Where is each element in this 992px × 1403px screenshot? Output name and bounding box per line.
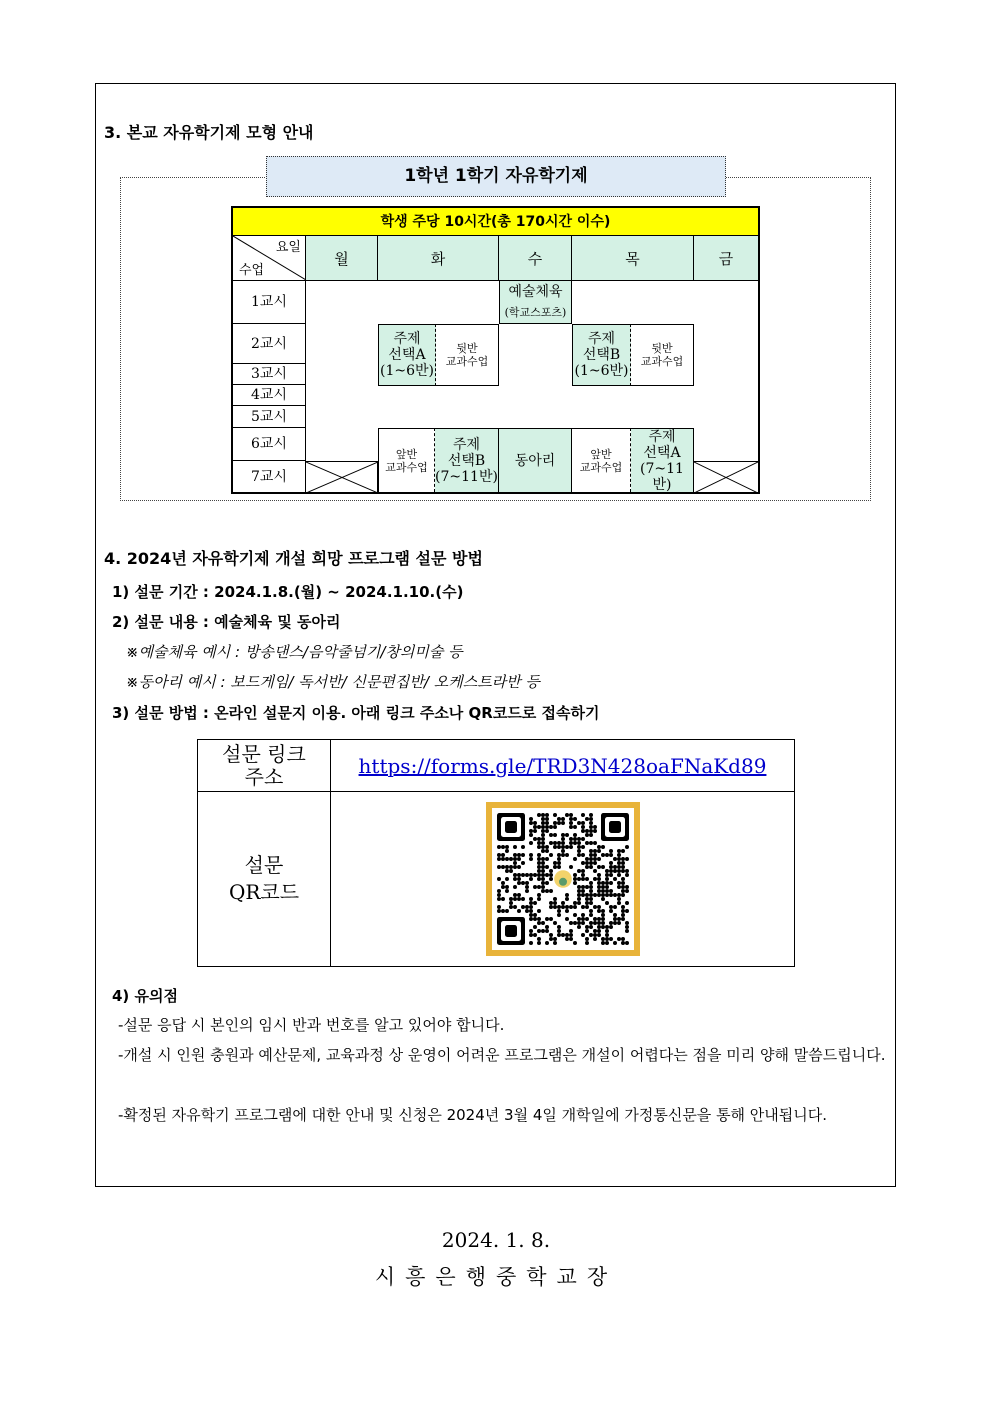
fri-7-empty bbox=[694, 461, 758, 492]
qr-cell bbox=[331, 792, 794, 966]
period-1: 1교시 bbox=[233, 281, 306, 324]
day-header-wed: 수 bbox=[499, 236, 572, 281]
club-examples: ※동아리 예시 : 보드게임/ 독서반/ 신문편집반/ 오케스트라반 등 bbox=[126, 673, 540, 691]
period-2: 2교시 bbox=[233, 324, 306, 363]
principal-signature: 시흥은행중학교장 bbox=[374, 1265, 618, 1289]
cautions-heading: 4) 유의점 bbox=[112, 987, 178, 1005]
caution-2: -개설 시 인원 충원과 예산문제, 교육과정 상 운영이 어려운 프로그램은 개설이 어렵다는 점을 미리 양해 말씀드립니다. bbox=[118, 1046, 886, 1064]
corner-cell bbox=[233, 236, 306, 281]
schedule-title: 1학년 1학기 자유학기제 bbox=[266, 156, 726, 197]
survey-content: 2) 설문 내용 : 예술체육 및 동아리 bbox=[112, 613, 341, 631]
section4-heading: 4. 2024년 자유학기제 개설 희망 프로그램 설문 방법 bbox=[104, 549, 483, 568]
section3-heading: 3. 본교 자유학기제 모형 안내 bbox=[104, 123, 314, 142]
document-date: 2024. 1. 8. bbox=[441, 1228, 551, 1252]
schedule-banner: 학생 주당 10시간(총 170시간 이수) bbox=[233, 208, 758, 236]
topic-b-pm-block: 주제 선택B (7~11반) bbox=[435, 428, 499, 492]
period-5: 5교시 bbox=[233, 406, 306, 428]
day-header-mon: 월 bbox=[306, 236, 378, 281]
survey-link[interactable]: https://forms.gle/TRD3N428oaFNaKd89 bbox=[358, 753, 767, 778]
front-class-thu-block: 앞반 교과수업 bbox=[572, 428, 631, 492]
survey-table bbox=[197, 739, 795, 967]
period-4: 4교시 bbox=[233, 385, 306, 406]
caution-3: -확정된 자유학기 프로그램에 대한 안내 및 신청은 2024년 3월 4일 개학일에 가정통신문을 통해 안내됩니다. bbox=[118, 1106, 828, 1124]
arts-subtitle: (학교스포츠) bbox=[504, 306, 567, 319]
mon-7-empty bbox=[306, 461, 378, 492]
day-header-thu: 목 bbox=[572, 236, 694, 281]
survey-method: 3) 설문 방법 : 온라인 설문지 이용. 아래 링크 주소나 QR코드로 접속하기 bbox=[112, 704, 600, 722]
topic-a-am-block: 주제 선택A (1~6반) bbox=[378, 324, 436, 386]
qr-frame bbox=[486, 802, 640, 956]
day-header-tue: 화 bbox=[378, 236, 499, 281]
caution-1: -설문 응답 시 본인의 임시 반과 번호를 알고 있어야 합니다. bbox=[118, 1016, 505, 1034]
club-block: 동아리 bbox=[499, 428, 572, 492]
back-class-thu-block: 뒷반 교과수업 bbox=[631, 324, 694, 386]
period-6: 6교시 bbox=[233, 428, 306, 461]
arts-examples: ※예술체육 예시 : 방송댄스/음악줄넘기/창의미술 등 bbox=[126, 643, 463, 661]
arts-title: 예술체육 bbox=[508, 284, 563, 300]
cross-mark bbox=[306, 462, 378, 493]
period-3: 3교시 bbox=[233, 363, 306, 385]
corner-class-label: 수업 bbox=[239, 263, 265, 278]
topic-a-pm-block: 주제 선택A (7~11반) bbox=[631, 428, 694, 492]
survey-period: 1) 설문 기간 : 2024.1.8.(월) ~ 2024.1.10.(수) bbox=[112, 583, 464, 601]
back-class-tue-block: 뒷반 교과수업 bbox=[436, 324, 499, 386]
front-class-tue-block: 앞반 교과수업 bbox=[378, 428, 435, 492]
topic-b-am-block: 주제 선택B (1~6반) bbox=[572, 324, 631, 386]
cross-mark bbox=[694, 462, 758, 493]
qr-label: 설문 QR코드 bbox=[198, 792, 331, 966]
corner-day-label: 요일 bbox=[275, 240, 301, 255]
arts-block bbox=[499, 281, 572, 324]
link-label: 설문 링크 주소 bbox=[198, 740, 331, 792]
schedule-table bbox=[231, 206, 760, 494]
day-header-fri: 금 bbox=[694, 236, 758, 281]
period-7: 7교시 bbox=[233, 461, 306, 492]
qr-code-icon[interactable] bbox=[497, 813, 629, 945]
link-cell bbox=[331, 740, 794, 792]
